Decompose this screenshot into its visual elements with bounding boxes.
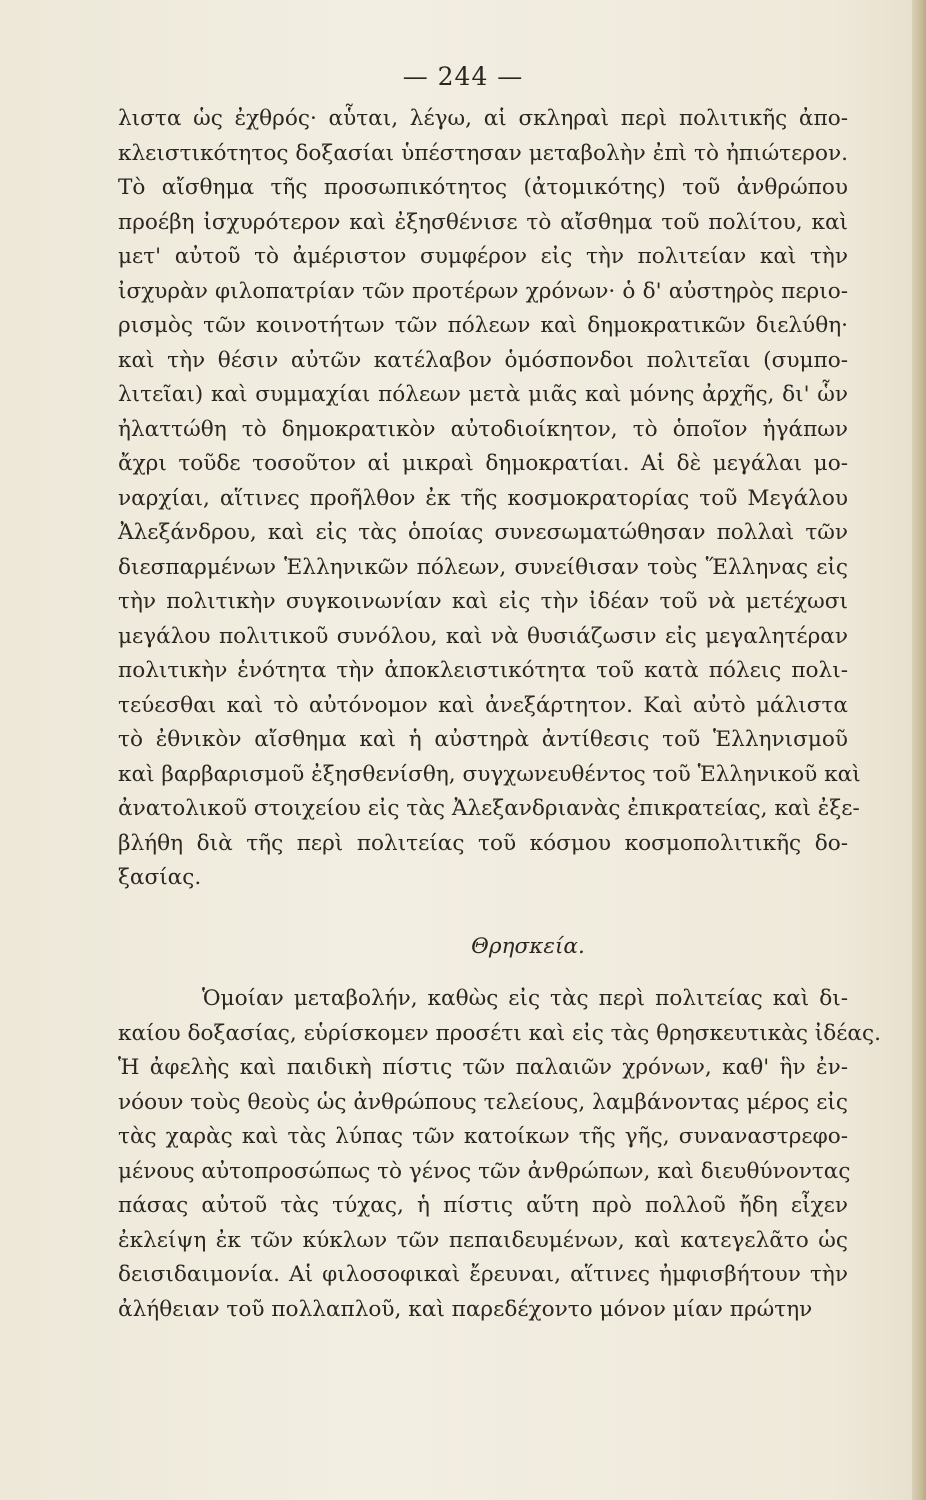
- text-line: καίου δοξασίας, εὑρίσκομεν προσέτι καὶ εἰς τὰς θρησκευτικὰς ἰδέας.: [118, 1020, 881, 1046]
- text-line: ἠλαττώθη τὸ δημοκρατικὸν αὐτοδιοίκητον, τὸ ὁποῖον ἠγάπων: [118, 416, 848, 442]
- text-line: ξασίας.: [118, 865, 202, 890]
- text-line: καὶ τὴν θέσιν αὐτῶν κατέλαβον ὁμόσπονδοι πολιτεῖαι (συμπο-: [118, 347, 848, 373]
- text-line: βλήθη διὰ τῆς περὶ πολιτείας τοῦ κόσμου κοσμοπολιτικῆς δο-: [118, 830, 848, 856]
- page-number: — 244 —: [402, 62, 524, 91]
- text-line: τεύεσθαι καὶ τὸ αὐτόνομον καὶ ἀνεξάρτητον. Καὶ αὐτὸ μάλιστα: [118, 692, 848, 718]
- paragraph-religion: [118, 982, 881, 1327]
- text-line: μεγάλου πολιτικοῦ συνόλου, καὶ νὰ θυσιάζωσιν εἰς μεγαλητέραν: [118, 623, 848, 649]
- text-line: τὸ ἐθνικὸν αἴσθημα καὶ ἡ αὐστηρὰ ἀντίθεσις τοῦ Ἑλληνισμοῦ: [118, 727, 848, 752]
- text-line: ἰσχυρὰν φιλοπατρίαν τῶν προτέρων χρόνων· ὁ δ' αὐστηρὸς περιο-: [118, 278, 848, 304]
- text-line: καὶ βαρβαρισμοῦ ἐξησθενίσθη, συγχωνευθέντος τοῦ Ἑλληνικοῦ καὶ: [118, 761, 861, 787]
- text-line: δεισιδαιμονία. Αἱ φιλοσοφικαὶ ἔρευναι, αἵτινες ἠμφισβήτουν τὴν: [118, 1262, 848, 1287]
- text-line: ἄχρι τοῦδε τοσοῦτον αἱ μικραὶ δημοκρατίαι. Αἱ δὲ μεγάλαι μο-: [118, 451, 848, 476]
- page-text: [118, 102, 881, 1327]
- text-line: ἀνατολικοῦ στοιχείου εἰς τὰς Ἀλεξανδριανὰς ἐπικρατείας, καὶ ἐξε-: [118, 796, 860, 821]
- section-heading: Θρησκεία.: [471, 933, 585, 959]
- text-line: ἀλήθειαν τοῦ πολλαπλοῦ, καὶ παρεδέχοντο μόνον μίαν πρώτην: [118, 1296, 813, 1322]
- text-line: ρισμὸς τῶν κοινοτήτων τῶν πόλεων καὶ δημοκρατικῶν διελύθη·: [118, 313, 848, 338]
- text-line: Ὁμοίαν μεταβολήν, καθὼς εἰς τὰς περὶ πολιτείας καὶ δι-: [202, 986, 848, 1011]
- text-line: τὴν πολιτικὴν συγκοινωνίαν καὶ εἰς τὴν ἰδέαν τοῦ νὰ μετέχωσι: [118, 589, 848, 614]
- text-line: μένους αὐτοπροσώπως τὸ γένος τῶν ἀνθρώπων, καὶ διευθύνοντας: [118, 1158, 851, 1184]
- text-line: Τὸ αἴσθημα τῆς προσωπικότητος (ἀτομικότης) τοῦ ἀνθρώπου: [118, 175, 848, 200]
- text-line: διεσπαρμένων Ἑλληνικῶν πόλεων, συνείθισαν τοὺς Ἕλληνας εἰς: [118, 554, 848, 580]
- text-line: Ἀλεξάνδρου, καὶ εἰς τὰς ὁποίας συνεσωματώθησαν πολλαὶ τῶν: [118, 520, 848, 545]
- text-line: πάσας αὐτοῦ τὰς τύχας, ἡ πίστις αὕτη πρὸ πολλοῦ ἤδη εἶχεν: [118, 1193, 848, 1218]
- text-line: προέβη ἰσχυρότερον καὶ ἐξησθένισε τὸ αἴσθημα τοῦ πολίτου, καὶ: [118, 209, 848, 235]
- page-edge: [912, 0, 926, 1500]
- text-line: ναρχίαι, αἵτινες προῆλθον ἐκ τῆς κοσμοκρατορίας τοῦ Μεγάλου: [118, 485, 848, 511]
- text-line: νόουν τοὺς θεοὺς ὡς ἀνθρώπους τελείους, λαμβάνοντας μέρος εἰς: [118, 1089, 848, 1115]
- paragraph-politics: [118, 102, 861, 896]
- text-line: τὰς χαρὰς καὶ τὰς λύπας τῶν κατοίκων τῆς γῆς, συναναστρεφο-: [118, 1124, 848, 1149]
- text-line: Ἡ ἀφελὴς καὶ παιδικὴ πίστις τῶν παλαιῶν χρόνων, καθ' ἣν ἐν-: [118, 1055, 848, 1080]
- text-line: λιτεῖαι) καὶ συμμαχίαι πόλεων μετὰ μιᾶς καὶ μόνης ἀρχῆς, δι' ὧν: [118, 382, 848, 407]
- text-line: πολιτικὴν ἑνότητα τὴν ἀποκλειστικότητα τοῦ κατὰ πόλεις πολι-: [118, 658, 848, 683]
- text-line: λιστα ὡς ἐχθρός· αὗται, λέγω, αἱ σκληραὶ περὶ πολιτικῆς ἀπο-: [118, 106, 848, 131]
- text-line: ἐκλείψη ἐκ τῶν κύκλων τῶν πεπαιδευμένων, καὶ κατεγελᾶτο ὡς: [118, 1227, 848, 1253]
- text-line: κλειστικότητος δοξασίαι ὑπέστησαν μεταβολὴν ἐπὶ τὸ ἠπιώτερον.: [118, 140, 848, 166]
- text-line: μετ' αὐτοῦ τὸ ἀμέριστον συμφέρον εἰς τὴν πολιτείαν καὶ τὴν: [118, 244, 848, 269]
